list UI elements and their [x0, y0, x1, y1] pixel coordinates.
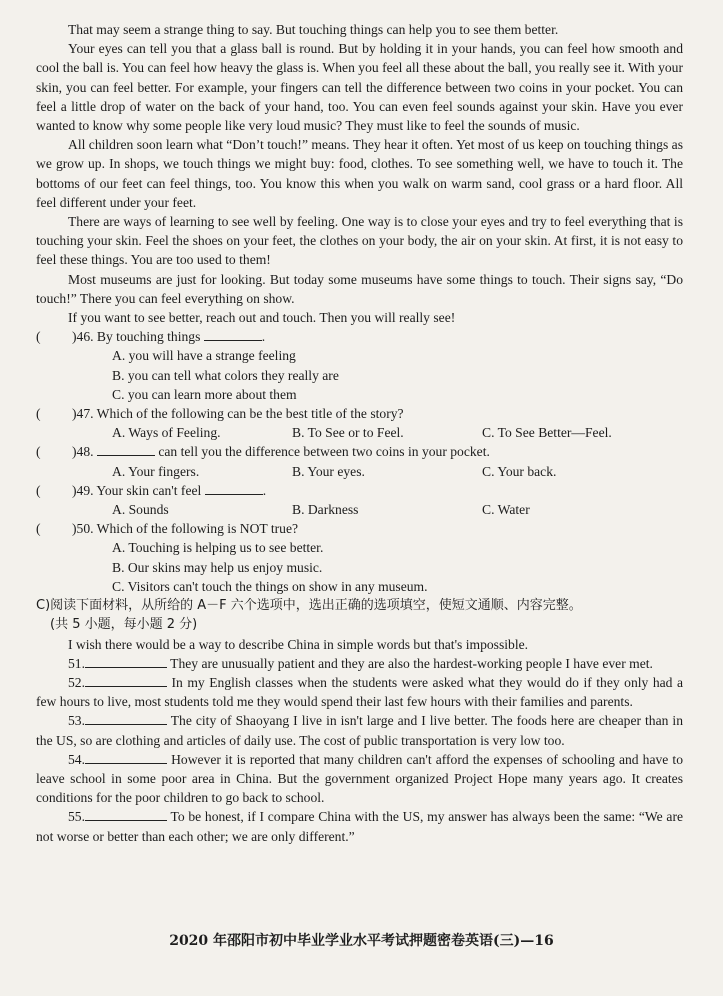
passage-paragraph-5: Most museums are just for looking. But today some museums have some things to touch. Their signs say, “Do touch!” There you can feel everything on show.	[36, 271, 683, 306]
answer-blank[interactable]	[204, 327, 262, 341]
question-50	[36, 519, 683, 538]
option-b[interactable]: B. Your eyes.	[292, 463, 365, 479]
question-stem-end: .	[261, 329, 266, 345]
option-c[interactable]: C. you can learn more about them	[112, 386, 297, 402]
section-c-instruction: C)阅读下面材料，从所给的 A－F 六个选项中，选出正确的选项填空，使短文通顺、内容完整。	[36, 598, 582, 614]
answer-blank[interactable]	[85, 807, 167, 821]
question-46	[36, 327, 683, 346]
option-b[interactable]: B. Our skins may help us enjoy music.	[112, 559, 323, 575]
answer-paren[interactable]: (	[36, 329, 41, 345]
item-text: The city of Shaoyang I live in isn't large and I live better. The foods here are cheaper than in the US, so are clothing and articles of daily use. The cost of public transportation is very low too.	[36, 713, 683, 748]
item-53	[36, 711, 683, 749]
item-text: They are unusually patient and they are also the hardest-working people I have ever met.	[170, 655, 653, 671]
option-a[interactable]: A. Touching is helping us to see better.	[112, 540, 324, 556]
option-a[interactable]: A. you will have a strange feeling	[112, 348, 296, 364]
passage-paragraph-2: Your eyes can tell you that a glass ball is round. But by holding it in your hands, you can feel how smooth and cool the ball is. You can feel how heavy the glass is. When you feel all these about the ball, you really see it. With your skin, you can feel better. For example, your fingers can tell the difference between two coins in your pocket. You can feel a little drop of water on the back of your hand, too. You can even feel sounds against your skin. Have you ever wanted to know why some people like very loud music? They must like to feel the sounds of music.	[36, 41, 683, 134]
passage-paragraph-3: All children soon learn what “Don’t touch!” means. They hear it often. Yet most of us keep on touching things as we grow up. In shops, we touch things we might buy: food, clothes. To see something well, we have to touch it. The bottoms of our feet can feel things, too. You know this when you walk on warm sand, cool grass or a hard floor. All feel different under your feet.	[36, 137, 683, 210]
question-stem: )46. By touching things	[72, 329, 201, 345]
options-row	[36, 462, 683, 481]
option-c[interactable]: C. Your back.	[482, 463, 557, 479]
item-text: However it is reported that many children can't afford the expenses of schooling and have to leave school in some poor area in China. But the government organized Project Hope many years ago. It creates conditions for the poor children to go back to school.	[36, 751, 683, 806]
options-row	[36, 423, 683, 442]
page-footer: 2020 年邵阳市初中毕业学业水平考试押题密卷英语(三)—16	[169, 933, 554, 949]
item-55	[36, 807, 683, 845]
answer-blank[interactable]	[85, 750, 167, 764]
question-stem: can tell you the difference between two coins in your pocket.	[158, 444, 490, 460]
answer-paren[interactable]: (	[36, 521, 41, 537]
passage-paragraph-1: That may seem a strange thing to say. But touching things can help you to see them better.	[68, 22, 559, 37]
answer-blank[interactable]	[97, 442, 155, 456]
item-number: 52.	[68, 674, 85, 690]
question-number: )48.	[72, 444, 94, 460]
option-a[interactable]: A. Ways of Feeling.	[112, 425, 221, 441]
item-text: In my English classes when the students were asked what they would do if they only had a few hours to live, most students told me they would spend their last few hours with their families and parents.	[36, 674, 683, 710]
option-a[interactable]: A. Your fingers.	[112, 463, 200, 479]
option-c[interactable]: C. To See Better—Feel.	[482, 425, 612, 441]
item-51	[36, 654, 683, 673]
option-b[interactable]: B. Darkness	[292, 502, 359, 518]
answer-paren[interactable]: (	[36, 406, 41, 422]
item-number: 55.	[68, 809, 85, 825]
question-stem: )47. Which of the following can be the best title of the story?	[72, 406, 404, 422]
passage-paragraph-6: If you want to see better, reach out and touch. Then you will really see!	[68, 310, 456, 326]
question-49	[36, 481, 683, 500]
answer-paren[interactable]: (	[36, 444, 41, 460]
section-c-points: (共 5 小题，每小题 2 分)	[50, 617, 198, 633]
question-stem-end: .	[262, 482, 267, 498]
option-c[interactable]: C. Visitors can't touch the things on show in any museum.	[112, 578, 428, 594]
option-b[interactable]: B. you can tell what colors they really are	[112, 367, 339, 383]
question-48	[36, 442, 683, 461]
option-a[interactable]: A. Sounds	[112, 502, 169, 518]
item-number: 54.	[68, 751, 85, 767]
options-row	[36, 500, 683, 519]
answer-paren[interactable]: (	[36, 482, 41, 498]
answer-blank[interactable]	[85, 673, 167, 687]
item-number: 51.	[68, 655, 85, 671]
item-text: To be honest, if I compare China with the US, my answer has always been the same: “We are not worse or better than each other; we are only different.”	[36, 809, 684, 844]
option-b[interactable]: B. To See or to Feel.	[292, 425, 404, 441]
question-stem: )50. Which of the following is NOT true?	[72, 521, 299, 537]
question-47	[36, 404, 683, 423]
answer-blank[interactable]	[85, 711, 167, 725]
question-stem: )49. Your skin can't feel	[72, 482, 202, 498]
section-c-intro: I wish there would be a way to describe China in simple words but that's impossible.	[68, 636, 529, 652]
item-54	[36, 750, 683, 808]
answer-blank[interactable]	[85, 654, 167, 668]
item-52	[36, 673, 683, 711]
item-number: 53.	[68, 713, 85, 729]
answer-blank[interactable]	[205, 481, 263, 495]
passage-paragraph-4: There are ways of learning to see well by feeling. One way is to close your eyes and try to feel everything that is touching your skin. Feel the shoes on your feet, the clothes on your body, the air on your skin. At first, it is not easy to feel these things. You are too used to them!	[36, 214, 683, 268]
option-c[interactable]: C. Water	[482, 502, 530, 518]
